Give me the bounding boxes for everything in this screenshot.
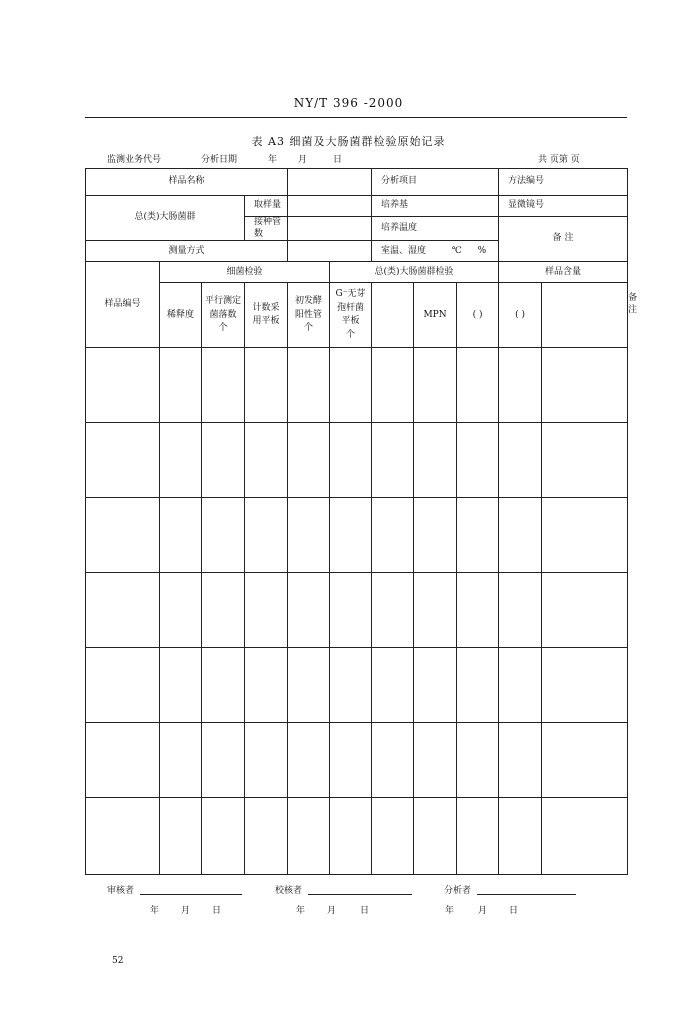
sample-name-value[interactable]: [288, 169, 372, 196]
reviewer-year: 年: [150, 906, 160, 916]
sample-name-label: 样品名称: [86, 169, 288, 196]
measure-method-value[interactable]: [288, 241, 372, 262]
data-cell[interactable]: [414, 723, 457, 798]
data-cell[interactable]: [330, 648, 372, 723]
header-row-1: 样品编号 细菌检验 总(类)大肠菌群检验 样品含量 备 注: [86, 262, 628, 283]
data-cell[interactable]: [288, 348, 330, 423]
form-row-1: [86, 169, 628, 196]
checker-day: 日: [360, 906, 370, 916]
coliform-test-header: 总(类)大肠菌群检验: [330, 262, 499, 283]
data-cell[interactable]: [288, 498, 330, 573]
checker-month: 月: [327, 906, 337, 916]
sample-no-header: 样品编号: [86, 262, 160, 348]
data-cell[interactable]: [414, 648, 457, 723]
data-cell[interactable]: [372, 723, 414, 798]
data-cell[interactable]: [330, 423, 372, 498]
unit-a-header: ( ): [457, 283, 499, 348]
analysis-date-label: 分析日期: [201, 155, 238, 165]
data-cell[interactable]: [288, 423, 330, 498]
data-cell[interactable]: [86, 348, 160, 423]
bacteria-test-header: 细菌检验: [160, 262, 330, 283]
data-cell[interactable]: [542, 498, 628, 573]
data-cell[interactable]: [457, 723, 499, 798]
data-cell[interactable]: [499, 573, 542, 648]
reviewer-month: 月: [181, 906, 191, 916]
sample-volume-label: 取样量: [245, 196, 288, 217]
data-cell[interactable]: [372, 423, 414, 498]
temp-humidity-label: 室温、湿度: [381, 245, 427, 256]
data-row: [86, 798, 628, 875]
data-cell[interactable]: [245, 798, 288, 875]
temp-humidity-cell: [372, 241, 499, 262]
degree-unit: ℃: [451, 245, 462, 256]
data-cell[interactable]: [202, 723, 245, 798]
remarks-label: 备 注: [499, 217, 628, 262]
data-cell[interactable]: [330, 798, 372, 875]
data-cell[interactable]: [499, 498, 542, 573]
microscope-no-label: 显微镜号: [499, 196, 628, 217]
data-cell[interactable]: [542, 348, 628, 423]
reviewer-label: 审核者: [107, 886, 135, 896]
data-cell[interactable]: [202, 648, 245, 723]
data-cell[interactable]: [499, 423, 542, 498]
data-cell[interactable]: [245, 423, 288, 498]
data-cell[interactable]: [499, 648, 542, 723]
data-cell[interactable]: [86, 498, 160, 573]
parallel-colonies-header: 平行测定 菌落数 个: [202, 283, 245, 348]
data-cell[interactable]: [86, 648, 160, 723]
coliform-label: 总(类)大肠菌群: [86, 196, 245, 241]
data-cell[interactable]: [160, 423, 202, 498]
meta-day: 日: [333, 155, 343, 165]
medium-label: 培养基: [372, 196, 499, 217]
data-cell[interactable]: [245, 498, 288, 573]
meta-month: 月: [298, 155, 308, 165]
data-cell[interactable]: [457, 498, 499, 573]
inoculation-tubes-value[interactable]: [288, 217, 372, 241]
g-neg-header: G⁻无芽 孢杆菌 平板 个: [330, 283, 372, 348]
data-cell[interactable]: [160, 348, 202, 423]
reviewer-day: 日: [212, 906, 222, 916]
data-cell[interactable]: [202, 573, 245, 648]
data-cell[interactable]: [160, 648, 202, 723]
data-cell[interactable]: [86, 423, 160, 498]
count-plates-header: 计数采 用平板: [245, 283, 288, 348]
data-cell[interactable]: [160, 498, 202, 573]
data-cell[interactable]: [202, 498, 245, 573]
data-cell[interactable]: [414, 423, 457, 498]
data-row: [86, 573, 628, 648]
data-cell[interactable]: [202, 798, 245, 875]
data-cell[interactable]: [414, 573, 457, 648]
data-cell[interactable]: [542, 423, 628, 498]
data-cell[interactable]: [245, 348, 288, 423]
data-cell[interactable]: [288, 723, 330, 798]
data-cell[interactable]: [160, 573, 202, 648]
data-cell[interactable]: [330, 723, 372, 798]
data-cell[interactable]: [414, 498, 457, 573]
table-title: 表 A3 细菌及大肠菌群检验原始记录: [251, 135, 446, 148]
data-row: [86, 648, 628, 723]
reviewer-signature-line[interactable]: [140, 894, 242, 895]
culture-temp-label: 培养温度: [372, 217, 499, 241]
data-cell[interactable]: [245, 648, 288, 723]
data-cell[interactable]: [288, 573, 330, 648]
lab-code-label: 监测业务代号: [107, 155, 162, 165]
data-cell[interactable]: [499, 723, 542, 798]
data-row: [86, 423, 628, 498]
fermentation-header: 初发酵 阳性管 个: [288, 283, 330, 348]
data-cell[interactable]: [160, 798, 202, 875]
data-cell[interactable]: [542, 798, 628, 875]
data-cell[interactable]: [457, 423, 499, 498]
page-info: 共 页第 页: [538, 155, 580, 165]
data-cell[interactable]: [372, 573, 414, 648]
data-cell[interactable]: [542, 648, 628, 723]
analyst-year: 年: [445, 906, 455, 916]
dilution-header: 稀释度: [160, 283, 202, 348]
data-cell[interactable]: [372, 498, 414, 573]
data-cell[interactable]: [457, 348, 499, 423]
data-cell[interactable]: [372, 798, 414, 875]
checker-label: 校核者: [275, 886, 303, 896]
data-cell[interactable]: [86, 573, 160, 648]
data-cell[interactable]: [330, 573, 372, 648]
checker-year: 年: [296, 906, 306, 916]
analyst-signature-line[interactable]: [477, 894, 576, 895]
data-cell[interactable]: [330, 498, 372, 573]
data-cell[interactable]: [542, 573, 628, 648]
data-cell[interactable]: [160, 723, 202, 798]
checker-signature-line[interactable]: [308, 894, 412, 895]
method-no-label: 方法编号: [499, 169, 628, 196]
data-cell[interactable]: [86, 798, 160, 875]
header-rule: [85, 117, 627, 118]
page-number: 52: [112, 956, 124, 966]
percent-unit: %: [477, 245, 487, 256]
data-row: [86, 723, 628, 798]
data-cell[interactable]: [457, 798, 499, 875]
data-cell[interactable]: [499, 348, 542, 423]
mpn-header: MPN: [414, 283, 457, 348]
unit-b-header: ( ): [499, 283, 542, 348]
analyst-label: 分析者: [444, 886, 472, 896]
form-row-2: [86, 196, 628, 217]
standard-header: NY/T 396 -2000: [293, 96, 404, 110]
data-cell[interactable]: [372, 648, 414, 723]
record-table: [85, 168, 638, 875]
sample-content-header: 样品含量: [499, 262, 628, 283]
data-cell[interactable]: [202, 348, 245, 423]
data-cell[interactable]: [288, 798, 330, 875]
blank-header-1: [372, 283, 414, 348]
data-row: [86, 348, 628, 423]
header-row-2: [86, 283, 628, 348]
data-cell[interactable]: [414, 348, 457, 423]
data-cell[interactable]: [245, 723, 288, 798]
analyst-day: 日: [509, 906, 519, 916]
data-cell[interactable]: [330, 348, 372, 423]
analysis-item-label: 分析项目: [372, 169, 499, 196]
measure-method-label: 测量方式: [86, 241, 288, 262]
analyst-month: 月: [478, 906, 488, 916]
data-cell[interactable]: [414, 798, 457, 875]
inoculation-tubes-label: 接种管数: [245, 217, 288, 241]
meta-year: 年: [268, 155, 278, 165]
data-cell[interactable]: [202, 423, 245, 498]
data-cell[interactable]: [457, 573, 499, 648]
data-cell[interactable]: [86, 723, 160, 798]
data-row: [86, 498, 628, 573]
data-cell[interactable]: [542, 723, 628, 798]
sample-volume-value[interactable]: [288, 196, 372, 217]
data-cell[interactable]: [245, 573, 288, 648]
data-cell[interactable]: [288, 648, 330, 723]
data-cell[interactable]: [457, 648, 499, 723]
data-cell[interactable]: [372, 348, 414, 423]
data-cell[interactable]: [499, 798, 542, 875]
